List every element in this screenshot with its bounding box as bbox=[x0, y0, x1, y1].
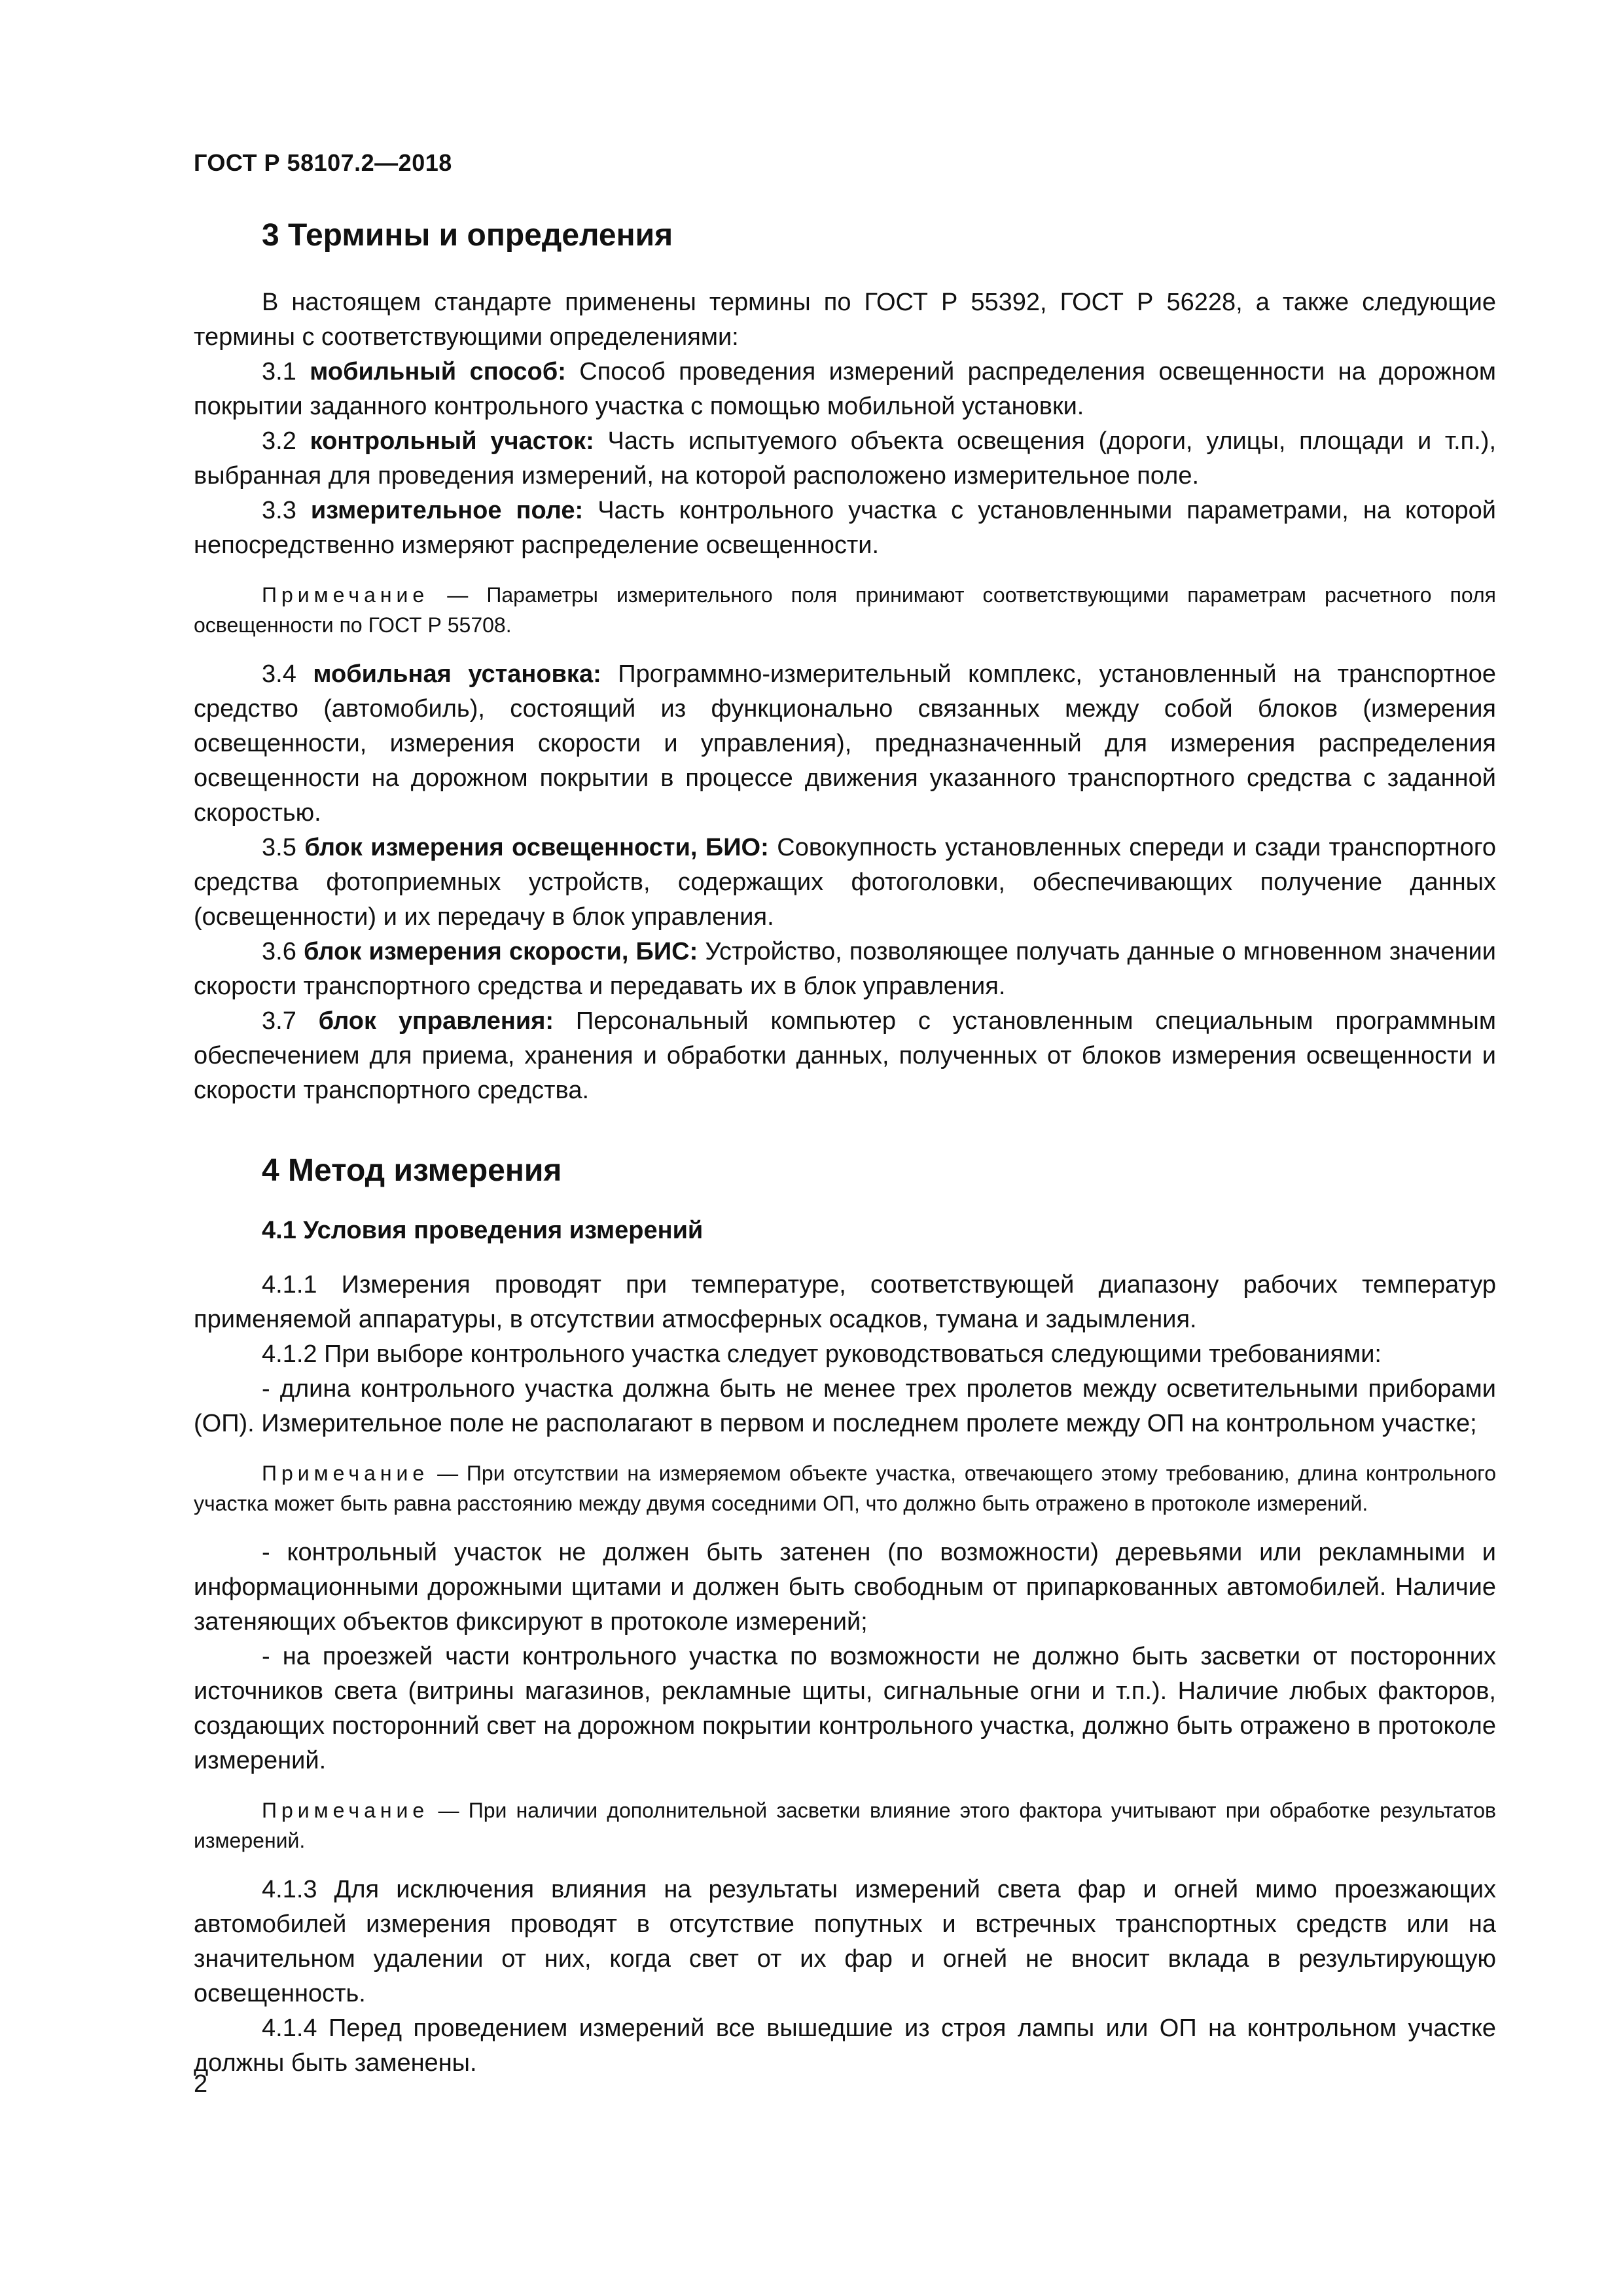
term-definition: Совокупность установленных спереди и сзади транспортного средства фотоприемных устройств, содержащих фотоголовки, обеспечивающих получение данных (освещенности) и их передачу в блок управления. bbox=[194, 834, 1497, 931]
note-label: Примечание bbox=[262, 1799, 429, 1822]
section-4-title: 4 Метод измерения bbox=[262, 1153, 562, 1188]
note-additional-light bbox=[194, 1795, 1496, 1856]
term-definition: Устройство, позволяющее получать данные о мгновенном значении скорости транспортного средства и передавать их в блок управления. bbox=[194, 938, 1497, 1000]
term-3-5 bbox=[194, 831, 1496, 935]
document-code-header: ГОСТ Р 58107.2—2018 bbox=[194, 149, 452, 176]
term-3-7 bbox=[194, 1004, 1496, 1108]
term-number: 3.3 bbox=[262, 497, 296, 524]
term-3-1 bbox=[194, 355, 1496, 424]
term-definition: Персональный компьютер с установленным специальным программным обеспечением для приема, хранения и обработки данных, полученных от блоков измерения освещенности и скорости транспортного средства. bbox=[194, 1007, 1496, 1104]
term-definition: Часть испытуемого объекта освещения (дороги, улицы, площади и т.п.), выбранная для проведения измерений, на которой расположено измерительное поле. bbox=[194, 427, 1496, 490]
term-name: блок управления: bbox=[318, 1007, 554, 1035]
term-definition: Программно-измерительный комплекс, установленный на транспортное средство (автомобиль), состоящий из функционально связанных между собой блоков (измерения освещенности, измерения скорости и управления), предназначенный для измерения распределения освещенности на дорожном покрытии в процессе движения указанного транспортного средства с заданной скоростью. bbox=[194, 660, 1496, 827]
term-definition: Часть контрольного участка с установленными параметрами, на которой непосредственно измеряют распределение освещенности. bbox=[194, 497, 1496, 559]
term-name: измерительное поле: bbox=[310, 497, 584, 524]
requirement-shading: - контрольный участок не должен быть затенен (по возможности) деревьями или рекламными и информационными дорожными щитами и должен быть свободным от припаркованных автомобилей. Наличие затеняющих объектов фиксируют в протоколе измерений; bbox=[194, 1539, 1496, 1636]
term-definition: Способ проведения измерений распределения освещенности на дорожном покрытии заданного контрольного участка с помощью мобильной установки. bbox=[194, 358, 1496, 420]
note-measuring-field bbox=[194, 580, 1496, 640]
term-name: блок измерения освещенности, БИО: bbox=[304, 834, 769, 861]
term-number: 3.5 bbox=[262, 834, 296, 861]
clause-4-1-3: 4.1.3 Для исключения влияния на результаты измерений света фар и огней мимо проезжающих автомобилей измерения проводят в отсутствие попутных и встречных транспортных средств или на значительном удалении от них, когда свет от их фар и огней не вносит вклада в результирующую освещенность. bbox=[194, 1876, 1496, 2007]
note-text: — При отсутствии на измеряемом объекте участка, отвечающего этому требованию, длина контрольного участка может быть равна расстоянию между двумя соседними ОП, что должно быть отражено в протоколе измерений. bbox=[194, 1462, 1496, 1515]
term-number: 3.1 bbox=[262, 358, 296, 386]
term-3-6 bbox=[194, 935, 1496, 1004]
term-number: 3.6 bbox=[262, 938, 296, 965]
term-3-3 bbox=[194, 493, 1496, 563]
document-body bbox=[194, 216, 1496, 2081]
page-number: 2 bbox=[194, 2070, 208, 2098]
clause-4-1-1: 4.1.1 Измерения проводят при температуре, соответствующей диапазону рабочих температур применяемой аппаратуры, в отсутствии атмосферных осадков, тумана и задымления. bbox=[194, 1271, 1496, 1333]
term-3-2 bbox=[194, 424, 1496, 493]
requirement-length: - длина контрольного участка должна быть не менее трех пролетов между осветительными приборами (ОП). Измерительное поле не располагают в первом и последнем пролете между ОП на контрольном участке; bbox=[194, 1375, 1496, 1437]
section-3-intro: В настоящем стандарте применены термины по ГОСТ Р 55392, ГОСТ Р 56228, а также следующие термины с соответствующими определениями: bbox=[194, 289, 1496, 351]
term-name: контрольный участок: bbox=[310, 427, 594, 455]
note-label: Примечание bbox=[262, 583, 429, 607]
subsection-4-1-title: 4.1 Условия проведения измерений bbox=[262, 1217, 704, 1244]
term-number: 3.2 bbox=[262, 427, 296, 455]
note-text: — Параметры измерительного поля принимают соответствующими параметрам расчетного поля освещенности по ГОСТ Р 55708. bbox=[194, 583, 1496, 637]
term-name: мобильный способ: bbox=[310, 358, 566, 386]
term-number: 3.7 bbox=[262, 1007, 296, 1035]
note-label: Примечание bbox=[262, 1462, 429, 1485]
requirement-stray-light: - на проезжей части контрольного участка по возможности не должно быть засветки от посторонних источников света (витрины магазинов, рекламные щиты, сигнальные огни и т.п.). Наличие любых факторов, создающих посторонний свет на дорожном покрытии контрольного участка, должно быть отражено в протоколе измерений. bbox=[194, 1643, 1496, 1774]
clause-4-1-2: 4.1.2 При выборе контрольного участка следует руководствоваться следующими требованиями: bbox=[262, 1340, 1382, 1368]
clause-4-1-4: 4.1.4 Перед проведением измерений все вышедшие из строя лампы или ОП на контрольном участке должны быть заменены. bbox=[194, 2015, 1496, 2077]
term-3-4 bbox=[194, 657, 1496, 831]
note-text: — При наличии дополнительной засветки влияние этого фактора учитывают при обработке результатов измерений. bbox=[194, 1799, 1496, 1852]
term-name: блок измерения скорости, БИС: bbox=[303, 938, 698, 965]
note-section-length bbox=[194, 1458, 1496, 1518]
term-name: мобильная установка: bbox=[313, 660, 601, 688]
term-number: 3.4 bbox=[262, 660, 296, 688]
section-3-title: 3 Термины и определения bbox=[262, 218, 673, 253]
